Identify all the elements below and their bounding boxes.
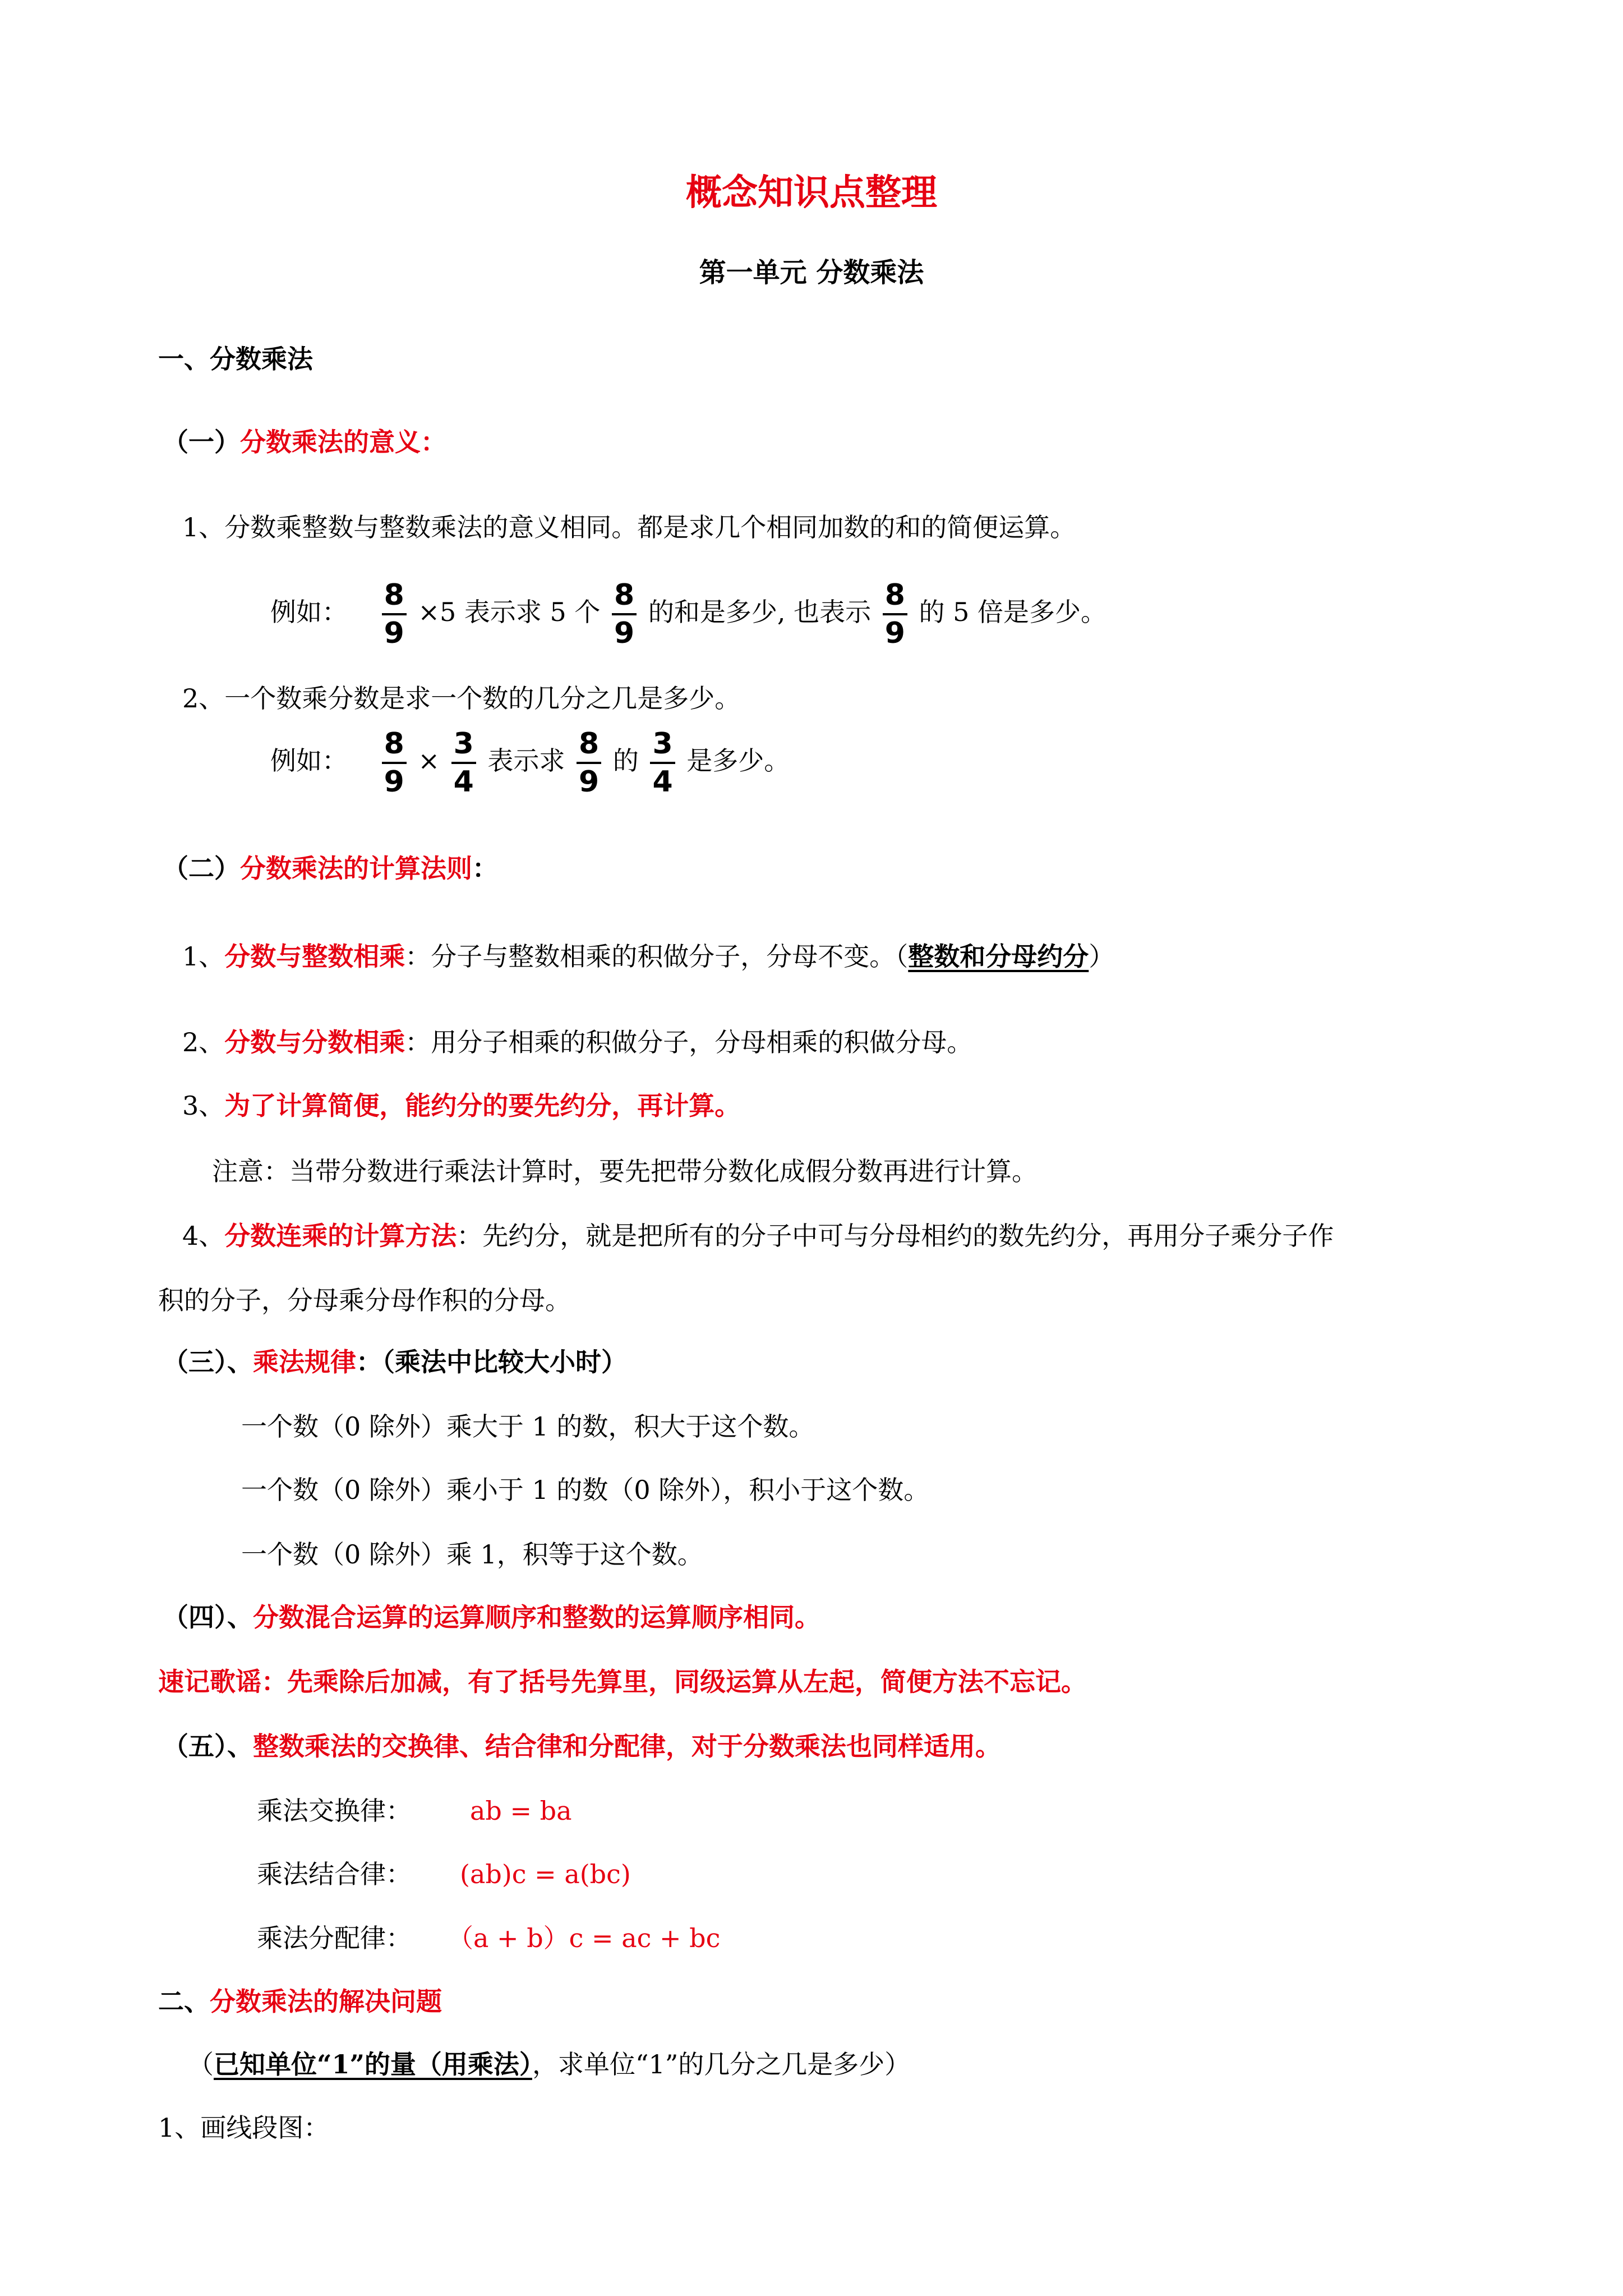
rule-note: 整数和分母约分 bbox=[908, 941, 1089, 972]
law-formula: （a + b）c = ac + bc bbox=[448, 1923, 721, 1953]
paragraph-rest: ，求单位“1”的几分之几是多少） bbox=[532, 2049, 911, 2079]
rule-keyword: 分数与分数相乘 bbox=[224, 1027, 405, 1057]
mnemonic-line: 速记歌谣：先乘除后加减，有了括号先算里，同级运算从左起，简便方法不忘记。 bbox=[158, 1667, 1087, 1697]
subsection-heading bbox=[163, 853, 498, 884]
law-name: 乘法结合律： bbox=[257, 1859, 412, 1889]
law-line: 一个数（0 除外）乘 1，积等于这个数。 bbox=[241, 1539, 703, 1570]
rule-number: 1、 bbox=[182, 941, 225, 972]
rule-line bbox=[182, 941, 1115, 972]
paragraph: 1、分数乘整数与整数乘法的意义相同。都是求几个相同加数的和的简便运算。 bbox=[182, 512, 1076, 542]
law-formula-row bbox=[257, 1861, 631, 1887]
example-line bbox=[270, 729, 790, 797]
paragraph: 1、画线段图： bbox=[158, 2113, 330, 2143]
fraction: $\frac{8}{9}$ bbox=[382, 581, 407, 648]
subsection-colon: ： bbox=[472, 853, 498, 884]
subsection-label: （三）、 bbox=[163, 1347, 253, 1377]
fraction: $\frac{8}{9}$ bbox=[382, 729, 407, 797]
section-heading: 一、分数乘法 bbox=[158, 344, 313, 374]
section-heading bbox=[158, 1986, 442, 2017]
fraction: $\frac{8}{9}$ bbox=[883, 581, 907, 648]
fraction: $\frac{8}{9}$ bbox=[577, 729, 601, 797]
law-formula-row bbox=[257, 1925, 720, 1951]
subsection-text: 分数混合运算的运算顺序和整数的运算顺序相同。 bbox=[253, 1602, 820, 1632]
rule-keyword: 分数连乘的计算方法 bbox=[224, 1221, 457, 1251]
example-text: × bbox=[418, 746, 440, 776]
page-title: 概念知识点整理 bbox=[686, 172, 937, 214]
rule-text: ：分子与整数相乘的积做分子，分母不变。（ bbox=[405, 941, 909, 972]
section-text: 分数乘法的解决问题 bbox=[210, 1986, 442, 2017]
rule-line bbox=[182, 1029, 972, 1055]
rule-end: ） bbox=[1089, 941, 1115, 972]
fraction: $\frac{3}{4}$ bbox=[451, 729, 476, 797]
fraction: $\frac{3}{4}$ bbox=[650, 729, 675, 797]
paragraph: 2、一个数乘分数是求一个数的几分之几是多少。 bbox=[182, 683, 741, 714]
law-name: 乘法分配律： bbox=[257, 1923, 412, 1953]
rule-keyword: 分数与整数相乘 bbox=[224, 941, 405, 972]
section-label: 二、 bbox=[158, 1986, 210, 2017]
law-line: 一个数（0 除外）乘大于 1 的数，积大于这个数。 bbox=[241, 1411, 815, 1442]
subsection-text: 分数乘法的计算法则 bbox=[240, 853, 472, 884]
rule-line bbox=[182, 1093, 740, 1119]
example-text: 是多少。 bbox=[686, 746, 790, 776]
example-text: ×5 表示求 5 个 bbox=[418, 597, 601, 627]
rule-number: 2、 bbox=[182, 1027, 225, 1057]
fraction: $\frac{8}{9}$ bbox=[612, 581, 637, 648]
rule-number: 4、 bbox=[182, 1221, 225, 1251]
law-line: 一个数（0 除外）乘小于 1 的数（0 除外），积小于这个数。 bbox=[241, 1475, 930, 1505]
note-line: 注意：当带分数进行乘法计算时，要先把带分数化成假分数再进行计算。 bbox=[212, 1156, 1038, 1186]
subsection-heading bbox=[163, 1604, 820, 1630]
rule-text: ：先约分，就是把所有的分子中可与分母相约的数先约分，再用分子乘分子作 bbox=[457, 1221, 1334, 1251]
rule-number: 3、 bbox=[182, 1091, 225, 1121]
example-prefix: 例如： bbox=[270, 746, 348, 776]
law-formula: ab = ba bbox=[470, 1796, 572, 1826]
key-phrase: 已知单位“1”的量（用乘法） bbox=[214, 2049, 532, 2079]
example-text: 的 bbox=[612, 746, 639, 776]
subsection-heading bbox=[163, 1349, 627, 1375]
subsection-text: 整数乘法的交换律、结合律和分配律，对于分数乘法也同样适用。 bbox=[253, 1731, 1001, 1761]
subsection-heading bbox=[163, 429, 446, 455]
example-prefix: 例如： bbox=[270, 597, 348, 627]
subsection-heading bbox=[163, 1733, 1001, 1759]
subsection-label: （四）、 bbox=[163, 1602, 253, 1632]
rule-keyword: 为了计算简便，能约分的要先约分，再计算。 bbox=[224, 1091, 741, 1121]
example-text: 的和是多少, 也表示 bbox=[648, 597, 872, 627]
law-name: 乘法交换律： bbox=[257, 1796, 412, 1826]
subsection-label: （五）、 bbox=[163, 1731, 253, 1761]
subsection-text: 乘法规律 bbox=[253, 1347, 356, 1377]
example-line bbox=[270, 578, 1107, 650]
subsection-text: 分数乘法的意义： bbox=[240, 427, 446, 457]
example-text: 的 5 倍是多少。 bbox=[919, 597, 1107, 627]
example-text: 表示求 bbox=[487, 746, 565, 776]
law-formula-row bbox=[257, 1798, 572, 1824]
subsection-label: （一） bbox=[163, 427, 240, 457]
unit-subtitle: 第一单元 分数乘法 bbox=[699, 257, 924, 288]
paragraph bbox=[188, 2051, 910, 2077]
rule-line bbox=[182, 1223, 1334, 1249]
subsection-rest: ：（乘法中比较大小时） bbox=[356, 1347, 627, 1377]
subsection-label: （二） bbox=[163, 853, 240, 884]
paren-open: （ bbox=[188, 2049, 214, 2079]
rule-text: ：用分子相乘的积做分子，分母相乘的积做分母。 bbox=[405, 1027, 973, 1057]
rule-continuation: 积的分子，分母乘分母作积的分母。 bbox=[158, 1285, 571, 1315]
law-formula: (ab)c = a(bc) bbox=[460, 1859, 631, 1889]
